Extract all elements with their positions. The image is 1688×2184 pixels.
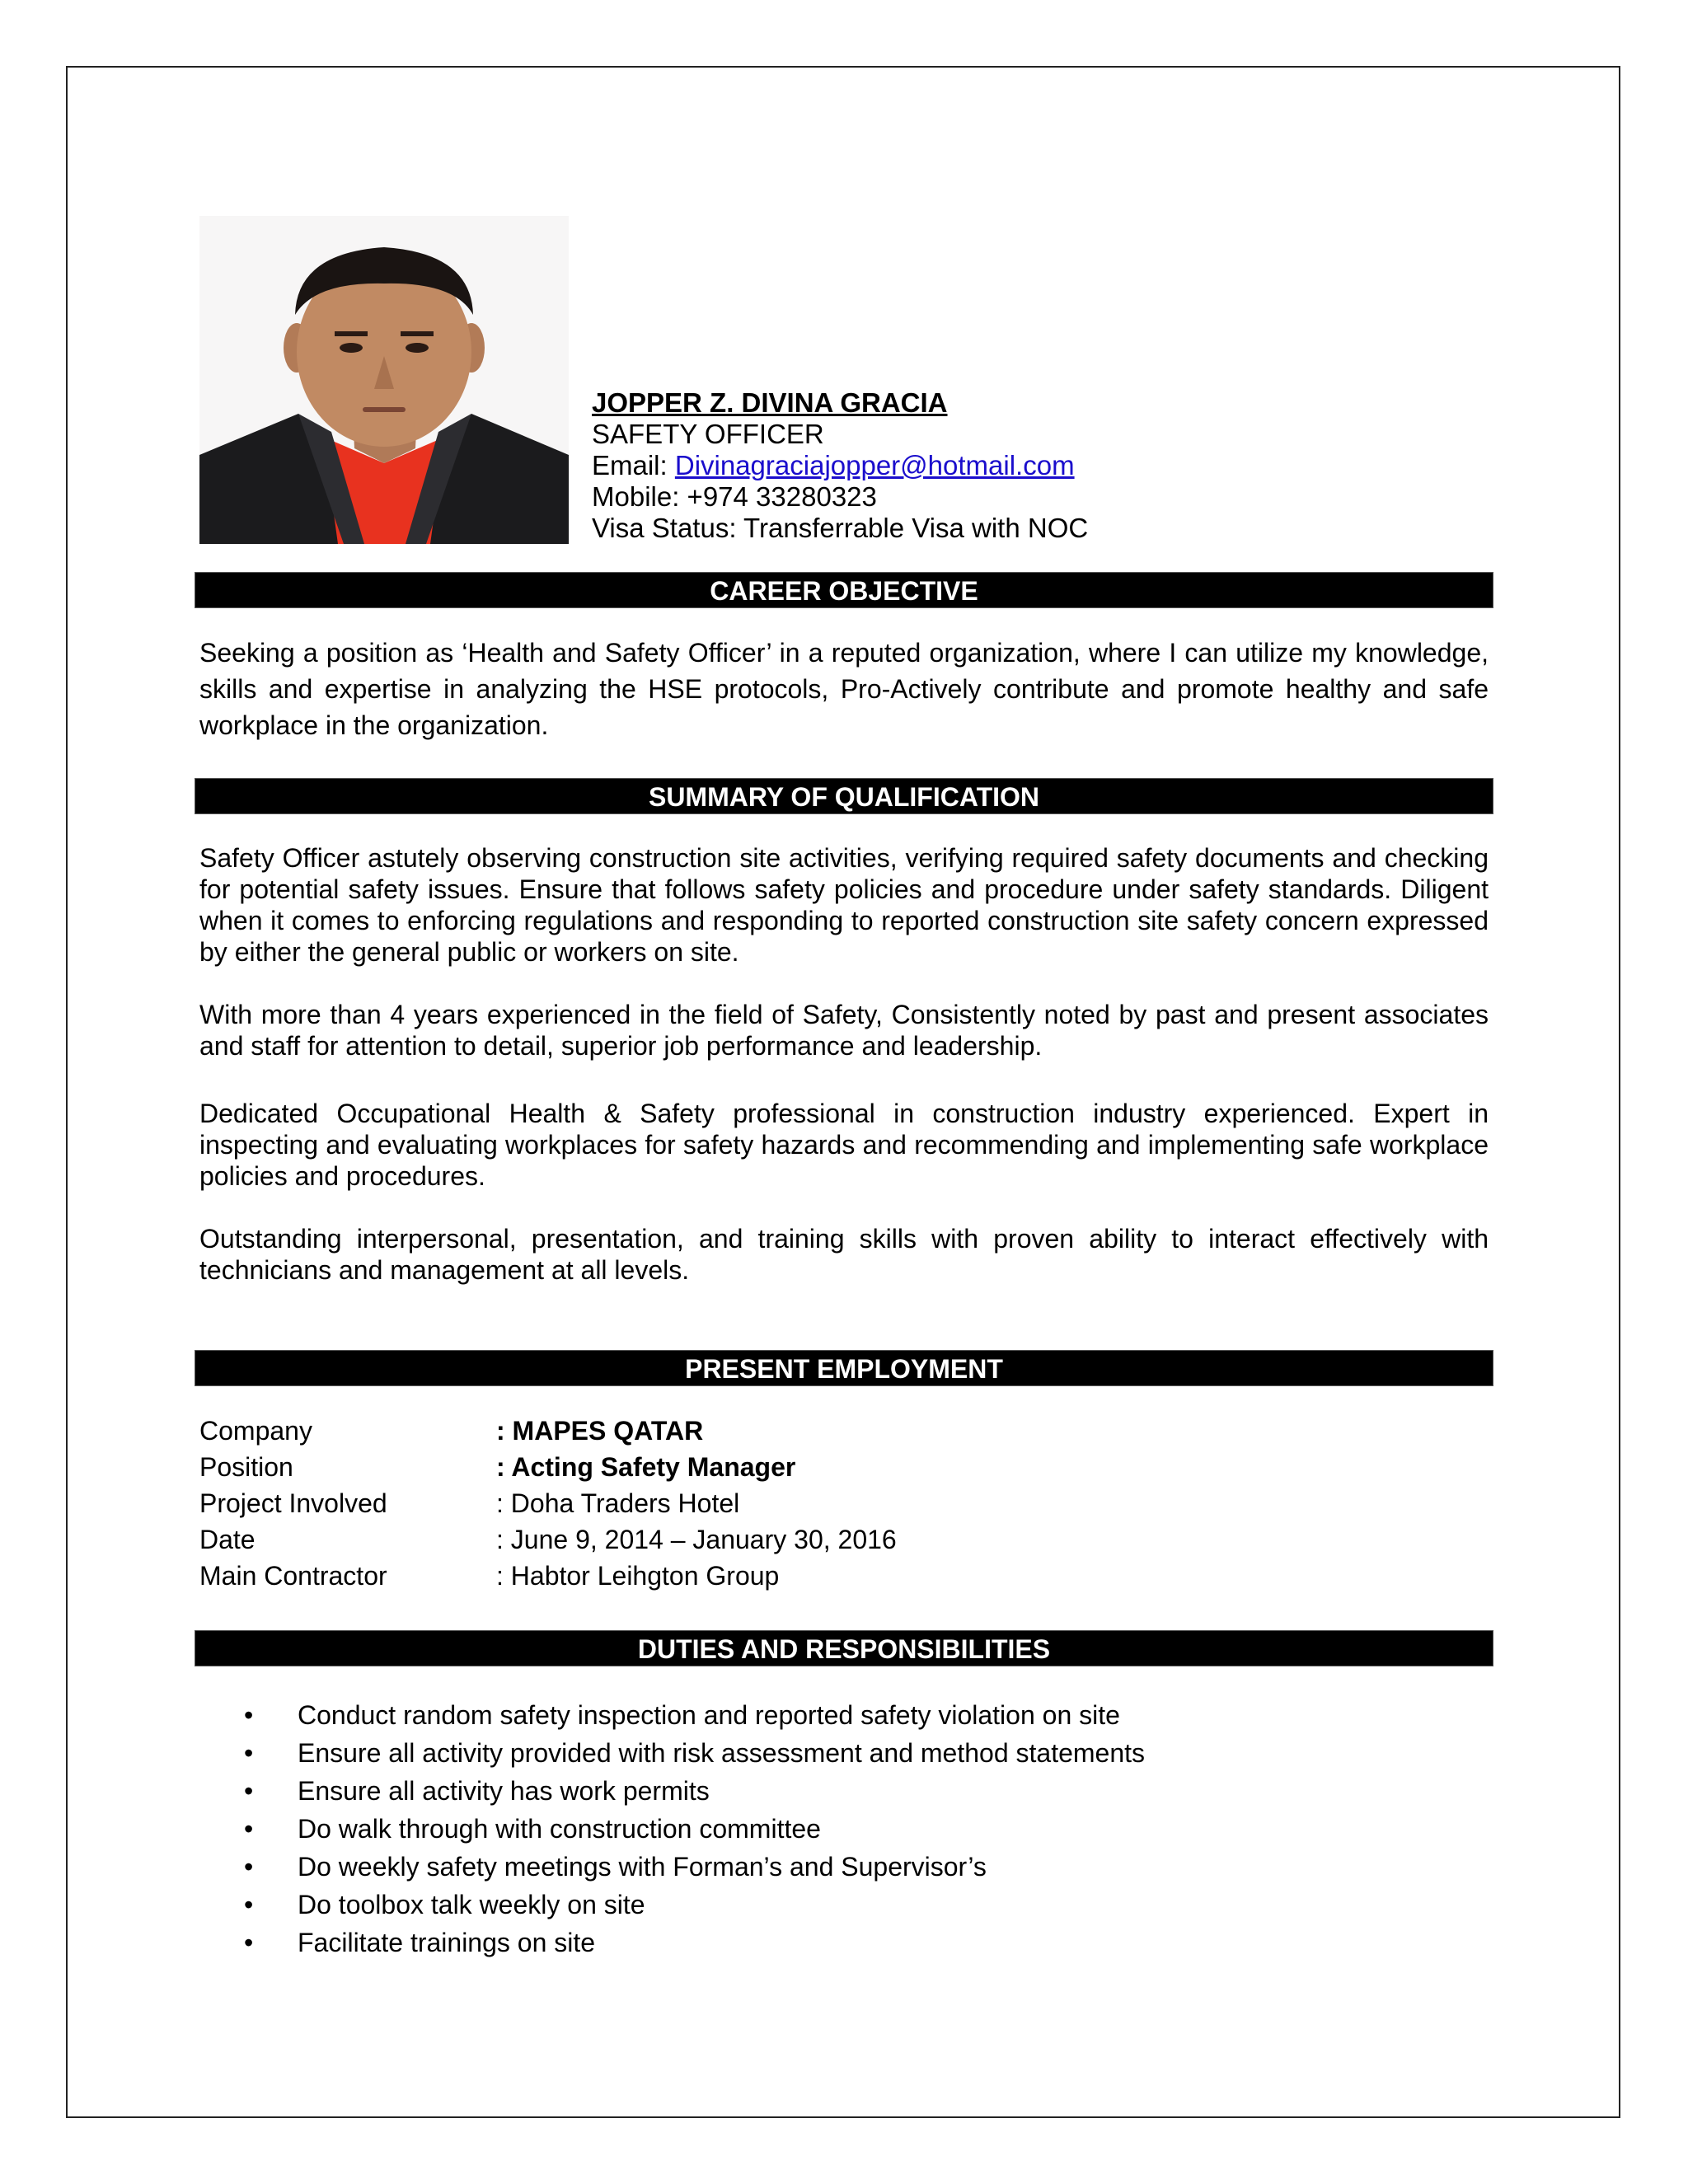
employment-details — [195, 1413, 1493, 1594]
employment-value: : June 9, 2014 – January 30, 2016 — [496, 1525, 897, 1554]
career-objective-text: Seeking a position as ‘Health and Safety Officer’ in a reputed organization, where I can utilize my knowledge, skills and expertise in analyzing the HSE protocols, Pro-Actively contribute and promote healthy and safe workplace in the organization. — [199, 638, 1489, 740]
duty-text: Do toolbox talk weekly on site — [298, 1890, 645, 1919]
summary-paragraph: With more than 4 years experienced in the field of Safety, Consistently noted by past and present associates and staff for attention to detail, superior job performance and leadership. — [199, 1000, 1489, 1061]
employment-value: : Acting Safety Manager — [496, 1452, 796, 1482]
employment-label: Position — [199, 1452, 293, 1482]
candidate-name: JOPPER Z. DIVINA GRACIA — [592, 387, 948, 418]
employment-label: Main Contractor — [199, 1561, 387, 1591]
bullet-icon: • — [244, 1814, 254, 1844]
summary-heading: SUMMARY OF QUALIFICATION — [195, 778, 1493, 814]
employment-value: : Habtor Leihgton Group — [496, 1561, 780, 1591]
summary-paragraph: Safety Officer astutely observing construction site activities, verifying required safety documents and checking for potential safety issues. Ensure that follows safety policies and procedure under safety standards. Diligent when it comes to enforcing regulations and responding to reported construction site safety concern expressed by either the general public or workers on site. — [199, 843, 1489, 967]
bullet-icon: • — [244, 1738, 254, 1768]
employment-label: Company — [199, 1416, 312, 1446]
employment-row — [199, 1521, 1493, 1558]
resume-header — [195, 216, 1493, 546]
resume-content — [195, 216, 1493, 1961]
employment-row — [199, 1485, 1493, 1521]
email-link[interactable]: Divinagraciajopper@hotmail.com — [674, 450, 1075, 480]
email-line — [592, 450, 1088, 481]
duty-text: Do walk through with construction committee — [298, 1814, 821, 1844]
email-label: Email: — [592, 450, 675, 480]
list-item — [195, 1772, 1493, 1810]
bullet-icon: • — [244, 1700, 254, 1730]
summary-paragraph: Outstanding interpersonal, presentation, and training skills with proven ability to interact effectively with technicians and management at all levels. — [199, 1224, 1489, 1285]
bullet-icon: • — [244, 1890, 254, 1919]
employment-value: : MAPES QATAR — [496, 1416, 704, 1446]
bullet-icon: • — [244, 1852, 254, 1882]
list-item — [195, 1848, 1493, 1886]
duty-text: Conduct random safety inspection and reported safety violation on site — [298, 1700, 1120, 1730]
duty-text: Ensure all activity provided with risk assessment and method statements — [298, 1738, 1146, 1768]
mobile-line: Mobile: +974 33280323 — [592, 481, 877, 512]
profile-photo — [199, 216, 569, 544]
list-item — [195, 1924, 1493, 1961]
bullet-icon: • — [244, 1776, 254, 1806]
list-item — [195, 1810, 1493, 1848]
profile-photo-illustration — [199, 216, 569, 544]
summary-paragraph: Dedicated Occupational Health & Safety professional in construction industry experienced. Expert in inspecting and evaluating workplaces for safety hazards and recommending and implementing safe workplace policies and procedures. — [199, 1099, 1489, 1191]
list-item — [195, 1734, 1493, 1772]
employment-row — [199, 1413, 1493, 1449]
employment-label: Project Involved — [199, 1488, 387, 1518]
employment-row — [199, 1558, 1493, 1594]
duty-text: Ensure all activity has work permits — [298, 1776, 710, 1806]
employment-heading: PRESENT EMPLOYMENT — [195, 1350, 1493, 1386]
contact-block — [592, 387, 1088, 544]
employment-row — [199, 1449, 1493, 1485]
bullet-icon: • — [244, 1928, 254, 1957]
list-item — [195, 1696, 1493, 1734]
candidate-title: SAFETY OFFICER — [592, 419, 824, 449]
employment-value: : Doha Traders Hotel — [496, 1488, 740, 1518]
duties-list — [195, 1696, 1493, 1961]
employment-label: Date — [199, 1525, 256, 1554]
career-objective-heading: CAREER OBJECTIVE — [195, 572, 1493, 608]
list-item — [195, 1886, 1493, 1924]
duties-heading: DUTIES AND RESPONSIBILITIES — [195, 1630, 1493, 1666]
duty-text: Facilitate trainings on site — [298, 1928, 596, 1957]
duty-text: Do weekly safety meetings with Forman’s and Supervisor’s — [298, 1852, 987, 1882]
visa-status: Visa Status: Transferrable Visa with NOC — [592, 513, 1089, 543]
